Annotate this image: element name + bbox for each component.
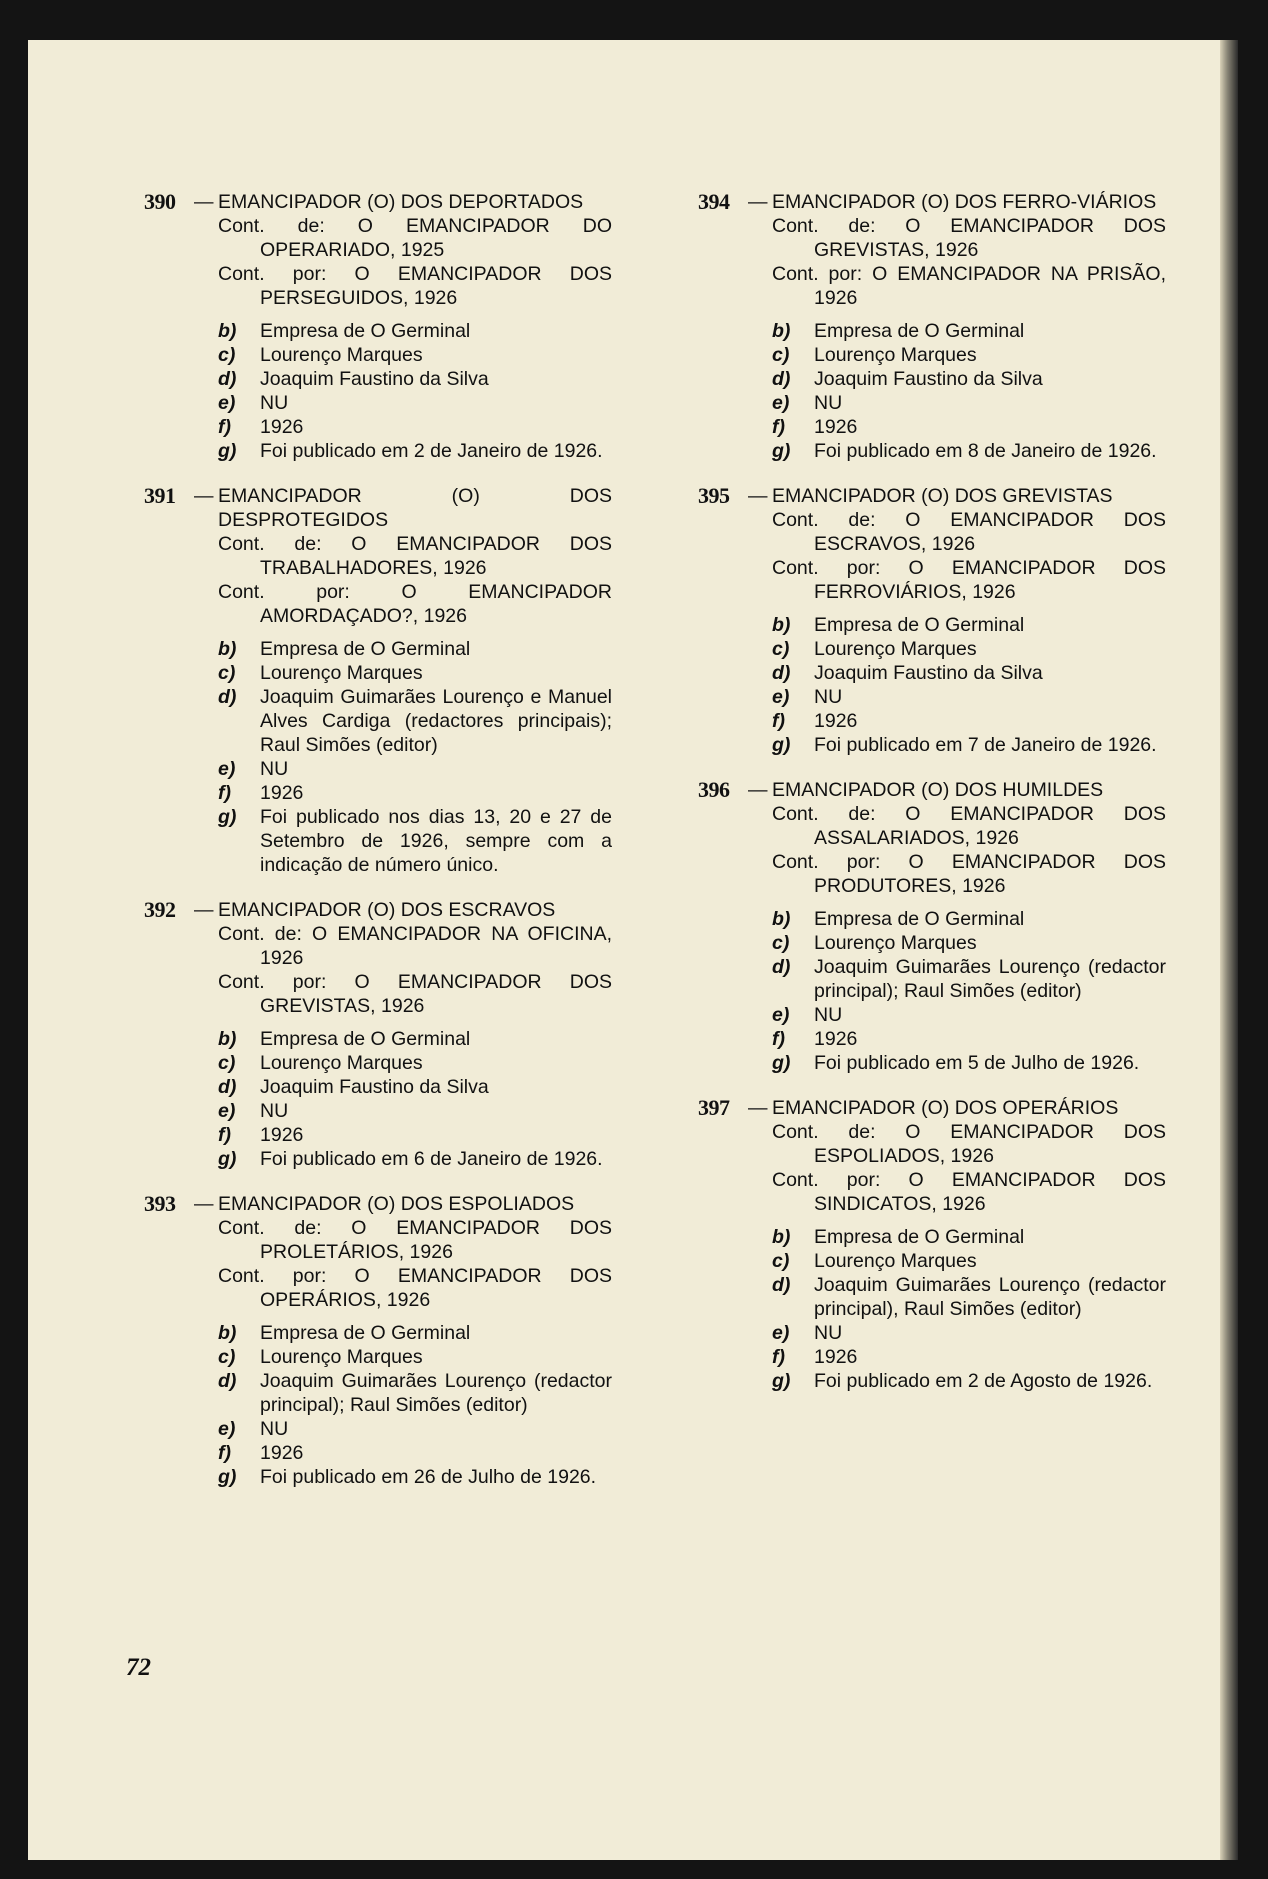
continuation-of: Cont. de: O EMANCIPADOR DOS ASSALARIADOS, 1926 [772, 803, 1166, 849]
item-text: Lourenço Marques [260, 662, 423, 684]
item-text: NU [814, 686, 843, 708]
item-letter: g) [772, 1052, 791, 1074]
entry-item [698, 661, 1166, 685]
entry-item [144, 1417, 612, 1441]
entry-item [144, 1027, 612, 1051]
item-letter: g) [218, 806, 237, 828]
item-letter: d) [218, 368, 237, 390]
entry-item [698, 319, 1166, 343]
entry-item [144, 637, 612, 661]
continuation-of: Cont. de: O EMANCIPADOR NA OFICINA, 1926 [218, 923, 612, 969]
item-text: 1926 [814, 710, 858, 732]
entry-title: EMANCIPADOR (O) DOS GREVISTAS [772, 485, 1113, 507]
entry-number: 391 [144, 483, 176, 508]
entry-item [698, 367, 1166, 391]
entry-item [698, 1249, 1166, 1273]
item-text: Joaquim Faustino da Silva [814, 368, 1043, 390]
item-text: Joaquim Guimarães Lourenço (redactor principal); Raul Simões (editor) [260, 1370, 612, 1416]
entry-number: 397 [698, 1095, 730, 1120]
entry-heading [698, 1096, 1166, 1120]
entry-item [698, 1003, 1166, 1027]
entry-item [698, 415, 1166, 439]
item-text: Lourenço Marques [814, 638, 977, 660]
item-letter: e) [772, 392, 790, 414]
item-text: 1926 [260, 1442, 304, 1464]
continued-by: Cont. por: O EMANCIPADOR DOS FERROVIÁRIOS, 1926 [772, 557, 1166, 603]
continued-by: Cont. por: O EMANCIPADOR DOS GREVISTAS, 1926 [218, 971, 612, 1017]
item-text: Joaquim Guimarães Lourenço (redactor principal); Raul Simões (editor) [814, 956, 1166, 1002]
entry-item [698, 955, 1166, 1003]
entry-item [144, 367, 612, 391]
catalog-entry [698, 484, 1166, 757]
entry-item [698, 907, 1166, 931]
entry-heading [144, 898, 612, 922]
entry-number: 395 [698, 483, 730, 508]
entry-dash: — [194, 191, 214, 213]
item-text: Lourenço Marques [814, 1250, 977, 1272]
entry-item [698, 343, 1166, 367]
item-text: NU [260, 1100, 289, 1122]
entry-item [698, 613, 1166, 637]
item-letter: b) [218, 320, 237, 342]
item-letter: e) [772, 1322, 790, 1344]
item-text: 1926 [260, 782, 304, 804]
entry-item [144, 1147, 612, 1171]
item-letter: e) [772, 686, 790, 708]
entry-item [144, 319, 612, 343]
item-text: Foi publicado em 5 de Julho de 1926. [814, 1052, 1140, 1074]
item-letter: b) [218, 1028, 237, 1050]
item-letter: c) [772, 1250, 790, 1272]
item-text: Foi publicado em 2 de Agosto de 1926. [814, 1370, 1153, 1392]
item-text: NU [260, 758, 289, 780]
continuation-of: Cont. de: O EMANCIPADOR DOS ESCRAVOS, 1926 [772, 509, 1166, 555]
entry-dash: — [748, 1097, 768, 1119]
entry-items [144, 319, 612, 463]
entry-item [144, 685, 612, 757]
item-text: Joaquim Faustino da Silva [260, 1076, 489, 1098]
item-text: Joaquim Faustino da Silva [814, 662, 1043, 684]
item-text: Empresa de O Germinal [814, 320, 1025, 342]
item-text: 1926 [814, 416, 858, 438]
item-text: Empresa de O Germinal [260, 1028, 471, 1050]
item-letter: b) [218, 1322, 237, 1344]
item-text: Empresa de O Germinal [814, 1226, 1025, 1248]
item-letter: b) [772, 1226, 791, 1248]
item-letter: e) [772, 1004, 790, 1026]
entry-dash: — [748, 191, 768, 213]
entry-items [698, 907, 1166, 1075]
entry-dash: — [194, 1193, 214, 1215]
entry-item [144, 1123, 612, 1147]
continuation-of: Cont. de: O EMANCIPADOR DOS ESPOLIADOS, 1926 [772, 1121, 1166, 1167]
entry-items [144, 1027, 612, 1171]
item-letter: f) [772, 416, 785, 438]
item-text: Foi publicado em 6 de Janeiro de 1926. [260, 1148, 603, 1170]
item-text: NU [260, 392, 289, 414]
entry-items [698, 319, 1166, 463]
entry-item [144, 1051, 612, 1075]
item-text: Joaquim Faustino da Silva [260, 368, 489, 390]
book-page [28, 40, 1238, 1860]
item-text: 1926 [814, 1346, 858, 1368]
item-letter: d) [218, 686, 237, 708]
entry-item [144, 781, 612, 805]
item-letter: g) [218, 1466, 237, 1488]
item-letter: d) [772, 368, 791, 390]
entry-heading [144, 1192, 612, 1216]
continued-by: Cont. por: O EMANCIPADOR DOS PRODUTORES, 1926 [772, 851, 1166, 897]
item-letter: e) [218, 1100, 236, 1122]
entry-item [698, 637, 1166, 661]
entry-item [144, 439, 612, 463]
item-letter: c) [772, 638, 790, 660]
item-text: Empresa de O Germinal [260, 638, 471, 660]
catalog-entry [144, 190, 612, 463]
entry-item [698, 1369, 1166, 1393]
item-letter: g) [772, 734, 791, 756]
entry-item [144, 1441, 612, 1465]
entry-number: 396 [698, 777, 730, 802]
item-letter: e) [218, 392, 236, 414]
catalog-entry [698, 1096, 1166, 1393]
entry-item [698, 1027, 1166, 1051]
entry-title: EMANCIPADOR (O) DOS FERRO-VIÁRIOS [772, 191, 1157, 213]
entry-item [144, 661, 612, 685]
entry-title: EMANCIPADOR (O) DOS HUMILDES [772, 779, 1104, 801]
entry-item [698, 391, 1166, 415]
item-letter: d) [772, 1274, 791, 1296]
item-letter: e) [218, 1418, 236, 1440]
item-letter: c) [218, 1346, 236, 1368]
item-text: Empresa de O Germinal [814, 614, 1025, 636]
entry-item [144, 1369, 612, 1417]
item-text: Empresa de O Germinal [814, 908, 1025, 930]
item-letter: b) [772, 908, 791, 930]
continuation-of: Cont. de: O EMANCIPADOR DOS GREVISTAS, 1926 [772, 215, 1166, 261]
item-letter: g) [772, 1370, 791, 1392]
entry-item [144, 805, 612, 877]
continued-by: Cont. por: O EMANCIPADOR DOS OPERÁRIOS, 1926 [218, 1265, 612, 1311]
item-text: NU [814, 1004, 843, 1026]
continuation-of: Cont. de: O EMANCIPADOR DOS TRABALHADORES, 1926 [218, 533, 612, 579]
item-text: Empresa de O Germinal [260, 1322, 471, 1344]
entry-number: 392 [144, 897, 176, 922]
entry-item [144, 391, 612, 415]
item-text: 1926 [260, 416, 304, 438]
entry-item [698, 439, 1166, 463]
entry-item [144, 1321, 612, 1345]
continued-by: Cont. por: O EMANCIPADOR NA PRISÃO, 1926 [772, 263, 1166, 309]
item-text: Lourenço Marques [260, 344, 423, 366]
entry-item [698, 685, 1166, 709]
item-letter: d) [218, 1370, 237, 1392]
item-letter: g) [772, 440, 791, 462]
item-letter: f) [772, 1028, 785, 1050]
catalog-entry [144, 898, 612, 1171]
item-text: NU [814, 392, 843, 414]
item-letter: c) [218, 662, 236, 684]
item-letter: d) [772, 956, 791, 978]
entry-item [144, 343, 612, 367]
item-letter: b) [772, 614, 791, 636]
item-text: Empresa de O Germinal [260, 320, 471, 342]
item-letter: f) [772, 1346, 785, 1368]
item-text: Joaquim Guimarães Lourenço e Manuel Alves Cardiga (redactores principais); Raul Simões (editor) [260, 686, 612, 756]
entry-item [144, 1075, 612, 1099]
entry-item [698, 1051, 1166, 1075]
item-letter: f) [218, 782, 231, 804]
continued-by: Cont. por: O EMANCIPADOR DOS PERSEGUIDOS, 1926 [218, 263, 612, 309]
continuation-of: Cont. de: O EMANCIPADOR DOS PROLETÁRIOS, 1926 [218, 1217, 612, 1263]
entry-items [144, 637, 612, 877]
entry-dash: — [194, 899, 214, 921]
item-text: Foi publicado em 8 de Janeiro de 1926. [814, 440, 1157, 462]
entry-dash: — [194, 485, 214, 507]
entry-item [698, 733, 1166, 757]
item-letter: f) [218, 1124, 231, 1146]
item-text: Foi publicado em 26 de Julho de 1926. [260, 1466, 597, 1488]
page-edge-shadow [1220, 40, 1238, 1860]
item-text: Foi publicado em 7 de Janeiro de 1926. [814, 734, 1157, 756]
entry-heading [698, 778, 1166, 802]
entry-item [144, 415, 612, 439]
item-text: NU [814, 1322, 843, 1344]
item-letter: d) [218, 1076, 237, 1098]
entry-title: EMANCIPADOR (O) DOS DEPORTADOS [218, 191, 584, 213]
entry-items [144, 1321, 612, 1489]
entry-heading [698, 484, 1166, 508]
item-text: Joaquim Guimarães Lourenço (redactor principal), Raul Simões (editor) [814, 1274, 1166, 1320]
item-letter: g) [218, 1148, 237, 1170]
continued-by: Cont. por: O EMANCIPADOR AMORDAÇADO?, 1926 [218, 581, 612, 627]
item-letter: e) [218, 758, 236, 780]
page-number: 72 [126, 1654, 151, 1681]
entry-item [144, 1465, 612, 1489]
entry-title: EMANCIPADOR (O) DOS OPERÁRIOS [772, 1097, 1119, 1119]
entry-item [144, 757, 612, 781]
entry-items [698, 1225, 1166, 1393]
entry-dash: — [748, 485, 768, 507]
item-text: NU [260, 1418, 289, 1440]
item-text: Lourenço Marques [260, 1052, 423, 1074]
item-text: Foi publicado nos dias 13, 20 e 27 de Setembro de 1926, sempre com a indicação de número único. [260, 806, 612, 876]
item-letter: c) [218, 1052, 236, 1074]
item-letter: c) [772, 344, 790, 366]
entry-title: EMANCIPADOR (O) DOS ESPOLIADOS [218, 1193, 575, 1215]
entry-item [698, 1321, 1166, 1345]
entry-item [698, 1273, 1166, 1321]
item-text: Lourenço Marques [814, 932, 977, 954]
item-letter: f) [218, 1442, 231, 1464]
entry-item [698, 709, 1166, 733]
continued-by: Cont. por: O EMANCIPADOR DOS SINDICATOS, 1926 [772, 1169, 1166, 1215]
item-letter: c) [772, 932, 790, 954]
entry-dash: — [748, 779, 768, 801]
entry-number: 393 [144, 1191, 176, 1216]
left-column [144, 190, 612, 1510]
entry-item [144, 1345, 612, 1369]
item-text: Lourenço Marques [260, 1346, 423, 1368]
item-letter: g) [218, 440, 237, 462]
item-text: Foi publicado em 2 de Janeiro de 1926. [260, 440, 603, 462]
entry-number: 390 [144, 189, 176, 214]
catalog-entry [698, 778, 1166, 1075]
item-letter: f) [218, 416, 231, 438]
entry-number: 394 [698, 189, 730, 214]
entry-title: EMANCIPADOR (O) DOS ESCRAVOS [218, 899, 556, 921]
entry-item [698, 931, 1166, 955]
entry-heading [144, 484, 612, 532]
item-letter: d) [772, 662, 791, 684]
entry-item [144, 1099, 612, 1123]
continuation-of: Cont. de: O EMANCIPADOR DO OPERARIADO, 1925 [218, 215, 612, 261]
item-text: 1926 [260, 1124, 304, 1146]
catalog-entry [698, 190, 1166, 463]
item-letter: f) [772, 710, 785, 732]
entry-title: EMANCIPADOR (O) DOS DESPROTEGIDOS [218, 485, 612, 531]
item-letter: c) [218, 344, 236, 366]
right-column [698, 190, 1166, 1414]
entry-heading [144, 190, 612, 214]
entry-heading [698, 190, 1166, 214]
catalog-entry [144, 1192, 612, 1489]
item-text: 1926 [814, 1028, 858, 1050]
entry-items [698, 613, 1166, 757]
item-text: Lourenço Marques [814, 344, 977, 366]
item-letter: b) [772, 320, 791, 342]
catalog-entry [144, 484, 612, 877]
entry-item [698, 1345, 1166, 1369]
entry-item [698, 1225, 1166, 1249]
item-letter: b) [218, 638, 237, 660]
